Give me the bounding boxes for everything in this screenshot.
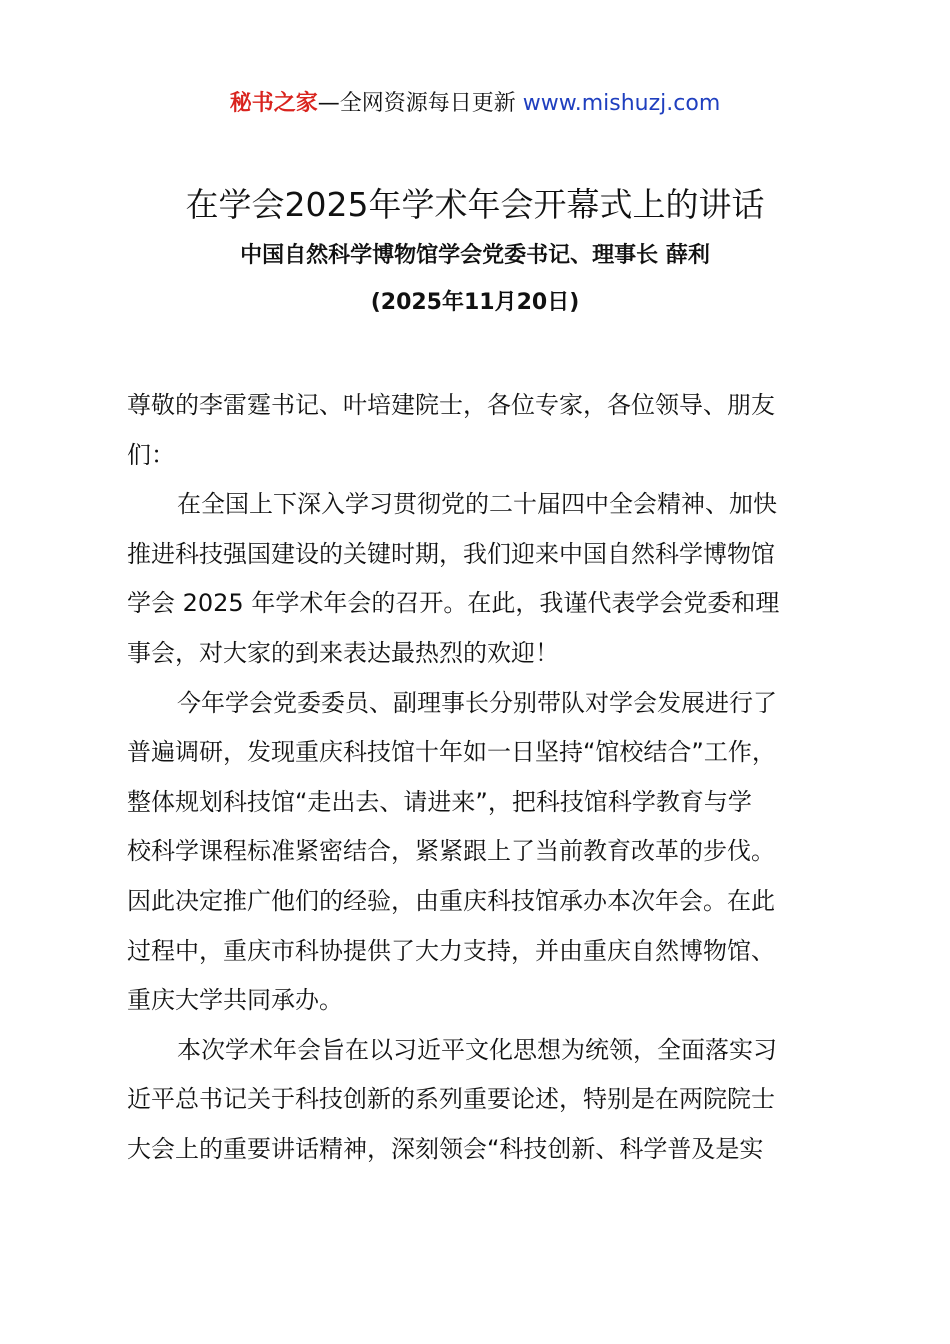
body-line: 校科学课程标准紧密结合，紧紧跟上了当前教育改革的步伐。	[127, 837, 775, 866]
site-header	[0, 88, 950, 120]
body-line: 尊敬的李雷霆书记、叶培建院士，各位专家，各位领导、朋友	[127, 391, 775, 419]
body-line: 整体规划科技馆“走出去、请进来”，把科技馆科学教育与学	[127, 787, 752, 816]
body-line: 因此决定推广他们的经验，由重庆科技馆承办本次年会。在此	[127, 886, 775, 915]
speech-title: 在学会2025年学术年会开幕式上的讲话	[185, 185, 765, 224]
body-line: 大会上的重要讲话精神，深刻领会“科技创新、科学普及是实	[127, 1134, 764, 1163]
body-line: 重庆大学共同承办。	[127, 986, 343, 1015]
speech-body	[127, 381, 862, 1175]
speaker-line: 中国自然科学博物馆学会党委书记、理事长 薛利	[240, 243, 710, 268]
site-url-link[interactable]: www.mishuzj.com	[522, 91, 721, 116]
body-line: 们：	[127, 440, 175, 469]
speech-date: (2025年11月20日)	[370, 290, 580, 315]
body-line: 过程中，重庆市科协提供了大力支持，并由重庆自然博物馆、	[127, 936, 775, 965]
body-line: 学会 2025 年学术年会的召开。在此，我谨代表学会党委和理	[127, 589, 780, 618]
site-tagline: —全网资源每日更新	[317, 91, 516, 116]
body-line: 近平总书记关于科技创新的系列重要论述，特别是在两院院士	[127, 1085, 775, 1114]
body-line: 普遍调研，发现重庆科技馆十年如一日坚持“馆校结合”工作，	[127, 738, 776, 767]
body-line: 事会，对大家的到来表达最热烈的欢迎！	[127, 638, 559, 667]
body-line: 本次学术年会旨在以习近平文化思想为统领，全面落实习	[177, 1035, 777, 1064]
body-line: 推进科技强国建设的关键时期，我们迎来中国自然科学博物馆	[127, 539, 775, 568]
site-brand: 秘书之家	[229, 91, 318, 116]
body-line: 在全国上下深入学习贯彻党的二十届四中全会精神、加快	[177, 490, 777, 519]
body-line: 今年学会党委委员、副理事长分别带队对学会发展进行了	[177, 688, 777, 717]
